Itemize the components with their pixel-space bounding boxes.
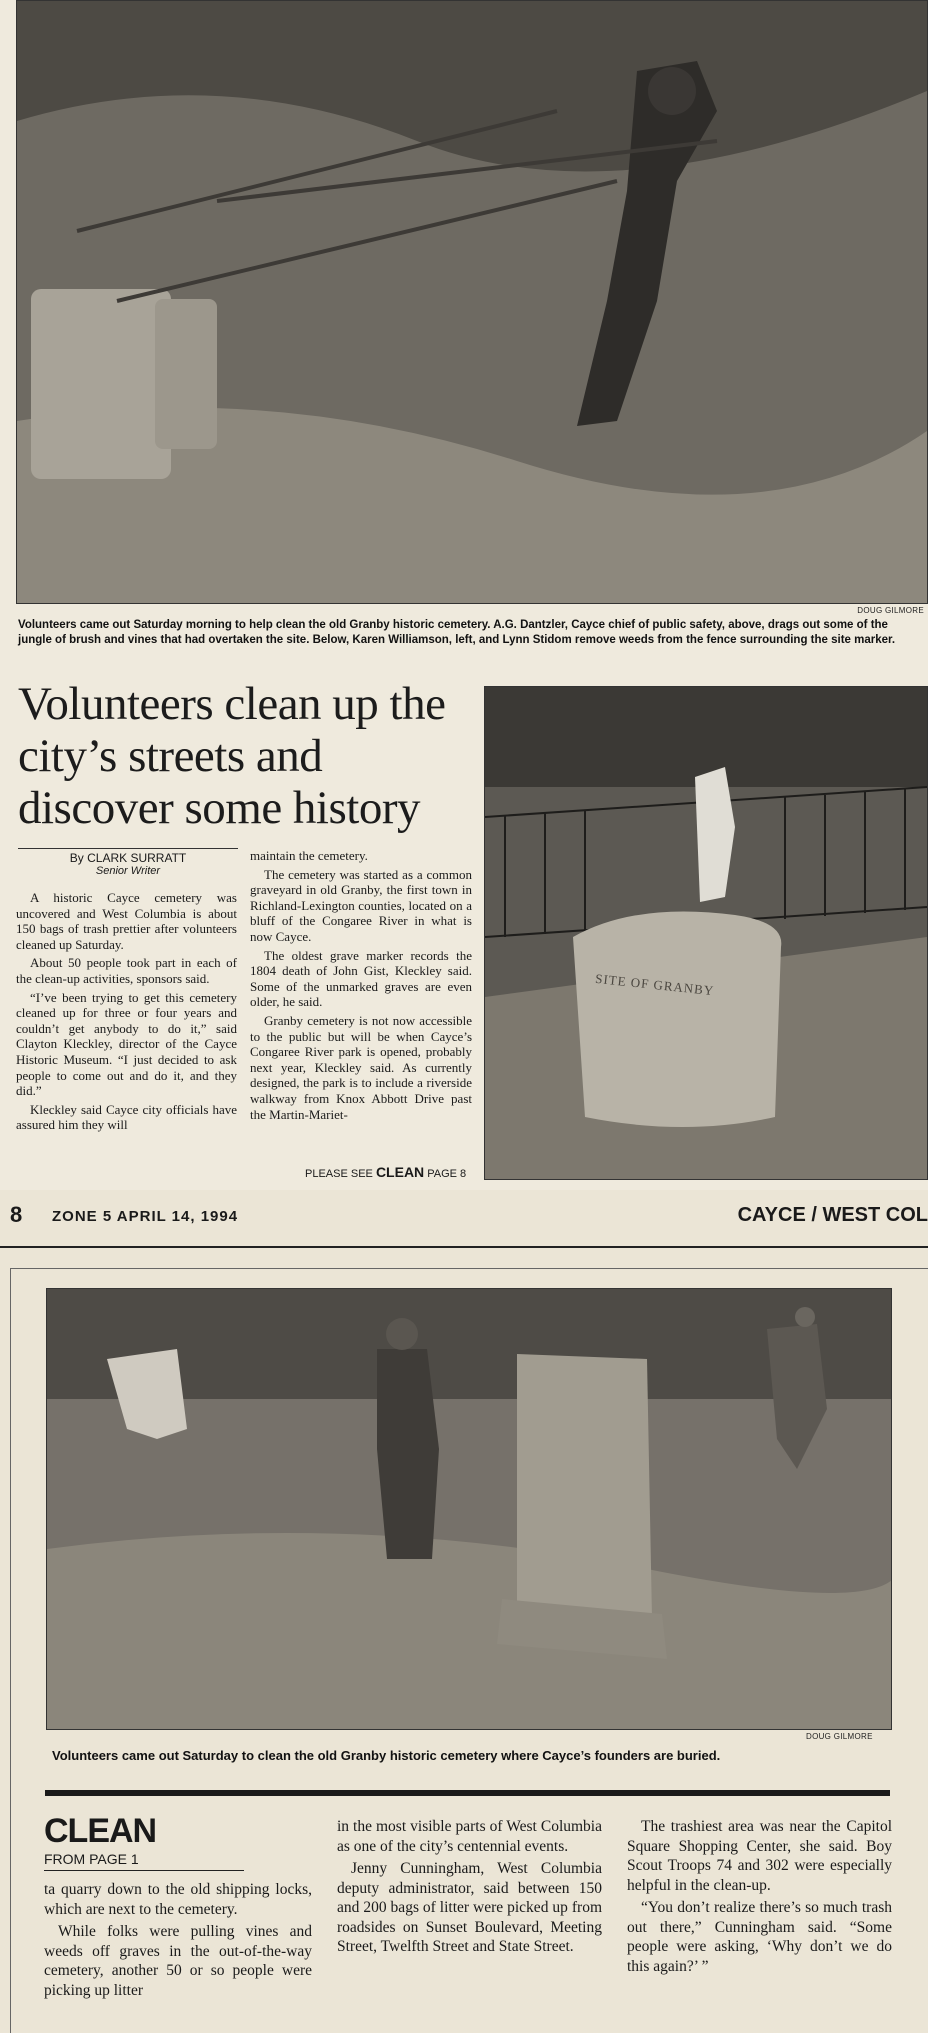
paragraph: About 50 people took part in each of the clean-up activities, sponsors said.	[16, 955, 237, 986]
continuation-column-3	[627, 1817, 892, 1979]
page-number: 8	[10, 1202, 23, 1227]
top-photo-caption: Volunteers came out Saturday morning to help clean the old Granby historic cemetery. A.G. Dantzler, Cayce chief of public safety, above, drags out some of the jungle of brush and vines that had overtaken the site. Below, Karen Williamson, left, and Lynn Stidom remove weeds from the fence surrounding the site marker.	[18, 619, 896, 646]
paragraph: Jenny Cunningham, West Columbia deputy administrator, said between 150 and 200 bags of litter were picked up from roadsides on Sunset Boulevard, Meeting Street, Twelfth Street and State Street.	[337, 1860, 602, 1955]
paragraph: “You don’t realize there’s so much trash out there,” Cunningham said. “Some people were asking, ‘Why don’t we do this again?’ ”	[627, 1899, 892, 1975]
headline: Volunteers clean up the city’s streets and discover some history	[18, 678, 446, 834]
zone-date: ZONE 5 APRIL 14, 1994	[52, 1208, 239, 1225]
jump-page: PAGE 8	[427, 1168, 467, 1180]
continuation-column-1	[44, 1880, 312, 2003]
paragraph: While folks were pulling vines and weeds off graves in the out-of-the-way cemetery, another 50 or so people were picking up litter	[44, 1923, 312, 1999]
marker-inscription: SITE OF GRANBY	[594, 970, 715, 999]
section-name: CAYCE / WEST COL	[737, 1204, 928, 1226]
bottom-photo-caption: Volunteers came out Saturday to clean the old Granby historic cemetery where Cayce’s founders are buried.	[52, 1748, 721, 1763]
jump-word: CLEAN	[375, 1164, 425, 1180]
continuation-slug: CLEAN	[44, 1812, 157, 1850]
paragraph: A historic Cayce cemetery was uncovered and West Columbia is about 150 bags of trash prettier after volunteers cleaned up Saturday.	[16, 890, 237, 952]
article-column-2	[250, 848, 472, 1125]
jump-prefix: PLEASE SEE	[305, 1168, 373, 1180]
paragraph: The oldest grave marker records the 1804 death of John Gist, Kleckley said. Some of the unmarked graves are even older, he said.	[250, 947, 472, 1010]
article-column-1	[16, 890, 237, 1136]
top-photo-credit: DOUG GILMORE	[857, 606, 924, 615]
byline-role: Senior Writer	[95, 865, 161, 877]
paragraph: The cemetery was started as a common graveyard in old Granby, the first town in Richland-Lexington counties, located on a bluff of the Congaree River in what is now Cayce.	[250, 866, 472, 944]
byline	[18, 848, 238, 877]
paragraph: Kleckley said Cayce city officials have assured him they will	[16, 1101, 237, 1133]
section-rule	[45, 1790, 890, 1796]
paragraph: in the most visible parts of West Columbia as one of the city’s centennial events.	[337, 1818, 602, 1855]
paragraph: “I’ve been trying to get this cemetery cleaned up for three or four years and couldn’t get anybody to do it,” said Clayton Kleckley, director of the Cayce Historic Museum. “I just decided to ask people to come out and do it, and they did.”	[16, 989, 237, 1099]
bottom-photo-cemetery-cleanup	[46, 1288, 892, 1730]
jump-line	[305, 1164, 466, 1180]
bottom-photo-credit: DOUG GILMORE	[806, 1732, 873, 1741]
page-folio	[0, 1194, 928, 1248]
paragraph: The trashiest area was near the Capitol Square Shopping Center, she said. Boy Scout Troops 74 and 302 were especially helpful in the clean-up.	[627, 1818, 892, 1894]
continuation-column-2	[337, 1817, 602, 1960]
paragraph: Granby cemetery is not now accessible to the public but will be when Cayce’s Congaree River park is opened, probably next year, Kleckley said. As currently designed, the park is to include a riverside walkway from Knox Abbott Drive past the Martin-Mariet-	[250, 1012, 472, 1122]
top-photo-volunteer-dragging-brush	[16, 0, 928, 604]
marker-photo-fence-and-stone	[484, 686, 928, 1180]
byline-author: By CLARK SURRATT	[69, 851, 187, 865]
paragraph: maintain the cemetery.	[250, 848, 368, 863]
from-page-label: FROM PAGE 1	[44, 1851, 244, 1871]
paragraph: ta quarry down to the old shipping locks, which are next to the cemetery.	[44, 1881, 312, 1918]
